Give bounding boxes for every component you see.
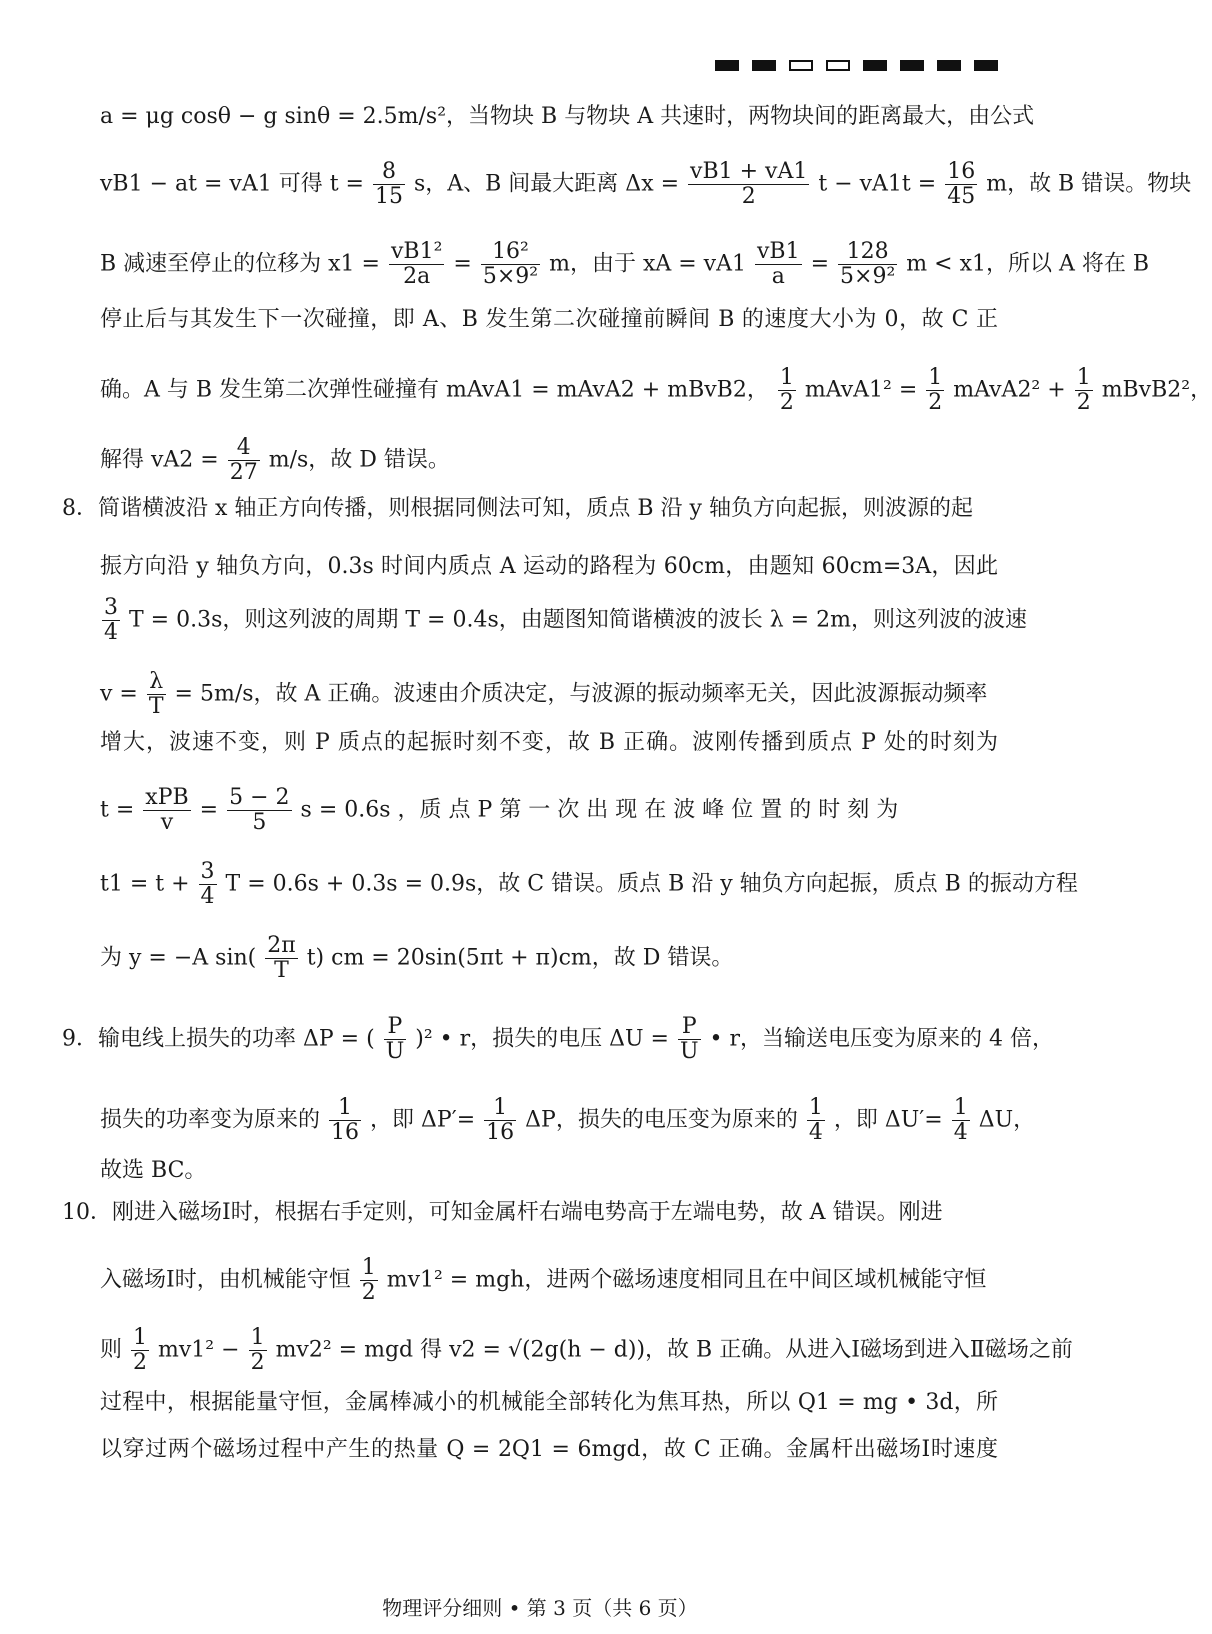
text: 确。A 与 B 发生第二次弹性碰撞有 mAvA1 = mAvA2 + mBvB2， — [100, 377, 769, 403]
fraction — [1075, 366, 1093, 415]
page-footer: 物理评分细则 • 第 3 页（共 6 页） — [382, 1596, 698, 1620]
fraction — [678, 1015, 701, 1064]
text: T = 0.6s + 0.3s = 0.9s，故 C 错误。质点 B 沿 y 轴负方向起振，质点 B 的振动方程 — [225, 871, 1078, 897]
fraction — [143, 786, 190, 835]
fraction-numerator: 3 — [200, 859, 215, 884]
fraction-denominator: 4 — [104, 620, 118, 645]
fraction — [926, 366, 944, 415]
fraction-numerator: vB1 — [757, 239, 800, 264]
header-mark — [937, 60, 961, 71]
fraction-numerator: 1 — [329, 1096, 361, 1121]
fraction-denominator: 2 — [928, 390, 943, 415]
fraction-numerator: 3 — [104, 595, 118, 620]
text: m，故 B 错误。物块 — [986, 171, 1192, 197]
fraction-numerator: 5 − 2 — [229, 785, 290, 810]
text: ，即 ΔU′= — [833, 1107, 943, 1133]
fraction-numerator: xPB — [145, 785, 189, 810]
fraction — [838, 240, 897, 289]
text: ，质 点 P 第 一 次 出 现 在 波 峰 位 置 的 时 刻 为 — [397, 797, 899, 823]
text: 为 y = −A sin( — [100, 945, 257, 971]
text: mv2² = mgd 得 v2 = √(2g(h − d))，故 B 正确。从进入Ⅰ磁场到进入Ⅱ磁场之前 — [275, 1337, 1073, 1363]
q7-line-1 — [100, 102, 1035, 132]
fraction-denominator: 45 — [947, 184, 976, 209]
fraction-denominator: 2a — [403, 264, 431, 289]
q10-line-3 — [100, 1325, 1073, 1375]
fraction-numerator: λ — [147, 670, 166, 695]
text: 刚进入磁场Ⅰ时，根据右手定则，可知金属杆右端电势高于左端电势，故 A 错误。刚进 — [112, 1200, 943, 1225]
text: m，由于 xA = vA1 — [549, 251, 746, 277]
fraction — [249, 1326, 267, 1375]
header-mark — [826, 60, 850, 71]
fraction-numerator: 1 — [133, 1325, 148, 1350]
text: 解得 vA2 = — [100, 447, 219, 473]
q7-line-2 — [100, 159, 1192, 209]
fraction — [778, 366, 796, 415]
text: T = 0.3s，则这列波的周期 T = 0.4s，由题图知简谐横波的波长 λ = 2m，则这列波的波速 — [129, 607, 1027, 633]
fraction-denominator: 2 — [250, 1350, 265, 1375]
q8-line-5: 增大，波速不变，则 P 质点的起振时刻不变，故 B 正确。波刚传播到质点 P 处的时刻为 — [100, 730, 998, 755]
q8-line-2: 振方向沿 y 轴负方向，0.3s 时间内质点 A 运动的路程为 60cm，由题知 60cm=3A，因此 — [100, 554, 998, 579]
fraction-denominator: 15 — [374, 184, 403, 209]
fraction-numerator: 8 — [373, 160, 405, 185]
text: t1 = t + — [100, 871, 190, 897]
text: 输电线上损失的功率 ΔP = ( — [98, 1026, 375, 1052]
text: = — [810, 251, 830, 277]
fraction-numerator: 1 — [928, 365, 943, 390]
fraction-denominator: 16 — [486, 1120, 515, 1145]
fraction — [389, 240, 444, 289]
text: m/s，故 D 错误。 — [268, 447, 450, 473]
q8-line-6 — [100, 786, 998, 835]
fraction-numerator: 16 — [947, 159, 976, 184]
fraction-denominator: T — [148, 694, 164, 719]
header-mark — [752, 60, 776, 71]
fraction-denominator: 4 — [953, 1120, 968, 1145]
text: t) cm = 20sin(5πt + π)cm，故 D 错误。 — [306, 945, 734, 971]
text: B 减速至停止的位移为 x1 = — [100, 251, 380, 277]
text: s = 0.6s — [300, 797, 391, 823]
equation: a = μg cosθ − g sinθ = 2.5m/s² — [100, 104, 447, 129]
text: 入磁场Ⅰ时，由机械能守恒 — [100, 1267, 351, 1293]
fraction-denominator: 16 — [331, 1120, 360, 1145]
q8-line-7 — [100, 859, 1078, 909]
fraction — [481, 240, 540, 289]
text: mv1² = mgh，进两个磁场速度相同且在中间区域机械能守恒 — [386, 1267, 987, 1293]
fraction — [688, 160, 809, 209]
question-number: 8． — [62, 496, 98, 521]
text: )² • r，损失的电压 ΔU = — [415, 1026, 669, 1052]
text: 则 — [100, 1337, 123, 1363]
text: • r，当输送电压变为原来的 4 倍， — [709, 1026, 1054, 1052]
fraction-numerator: P — [678, 1015, 701, 1040]
fraction-denominator: 2 — [1076, 390, 1091, 415]
fraction-denominator: 4 — [808, 1120, 823, 1145]
fraction — [384, 1015, 407, 1064]
fraction-numerator: 2π — [267, 933, 296, 958]
fraction-numerator: 4 — [228, 436, 260, 461]
q7-line-3 — [100, 239, 1150, 289]
q10-line-4: 过程中，根据能量守恒，金属棒减小的机械能全部转化为焦耳热，所以 Q1 = mg • 3d，所 — [100, 1390, 998, 1415]
fraction — [102, 596, 120, 645]
fraction-numerator: 1 — [808, 1095, 823, 1120]
q8-line-3 — [100, 595, 1027, 645]
text: t − vA1t = — [818, 171, 937, 197]
fraction-denominator: 2 — [361, 1280, 376, 1305]
fraction — [952, 1096, 970, 1145]
header-mark — [900, 60, 924, 71]
fraction-numerator: 1 — [484, 1096, 516, 1121]
fraction-denominator: 2 — [779, 390, 794, 415]
fraction — [265, 934, 297, 983]
text: ，当物块 B 与物块 A 共速时，两物块间的距离最大，由公式 — [446, 104, 1035, 129]
fraction — [945, 160, 977, 209]
fraction-numerator: 1 — [361, 1255, 376, 1280]
text: mBvB2²， — [1101, 377, 1212, 403]
fraction-denominator: 5×9² — [482, 264, 539, 289]
text: v = — [100, 681, 138, 707]
question-number: 9． — [62, 1026, 98, 1052]
text: mv1² − — [158, 1337, 240, 1363]
header-marks — [715, 60, 998, 71]
q7-line-6 — [100, 436, 998, 485]
text: 简谐横波沿 x 轴正方向传播，则根据同侧法可知，质点 B 沿 y 轴负方向起振，则波源的起 — [98, 496, 973, 521]
fraction — [484, 1096, 516, 1145]
q8-line-1 — [62, 494, 998, 524]
q8-line-8 — [100, 934, 998, 983]
header-mark — [863, 60, 887, 71]
question-number: 10． — [62, 1200, 112, 1225]
header-mark — [715, 60, 739, 71]
fraction-denominator: 5×9² — [840, 264, 896, 289]
fraction-numerator: vB1 + vA1 — [690, 159, 808, 184]
q10-line-5: 以穿过两个磁场过程中产生的热量 Q = 2Q1 = 6mgd，故 C 正确。金属杆出磁场Ⅰ时速度 — [100, 1437, 998, 1462]
fraction — [199, 860, 217, 909]
fraction — [227, 786, 291, 835]
fraction-denominator: U — [679, 1039, 699, 1064]
text: 可得 t = — [278, 171, 364, 197]
fraction-denominator: 5 — [252, 810, 267, 835]
fraction-denominator: 27 — [229, 460, 258, 485]
fraction — [360, 1256, 378, 1305]
fraction-denominator: v — [160, 810, 174, 835]
text: = — [453, 251, 472, 277]
text: ，即 ΔP′= — [370, 1107, 476, 1133]
text: s，A、B 间最大距离 Δx = — [413, 171, 680, 197]
text: = 5m/s，故 A 正确。波速由介质决定，与波源的振动频率无关，因此波源振动频率 — [174, 681, 988, 707]
fraction — [373, 160, 405, 209]
q10-line-2 — [100, 1256, 998, 1305]
text: ΔU， — [978, 1107, 1036, 1133]
text: m < x1，所以 A 将在 B — [906, 251, 1150, 277]
q9-line-3: 故选 BC。 — [100, 1158, 207, 1183]
fraction — [329, 1096, 361, 1145]
q7-line-5 — [100, 365, 1212, 415]
equation: vB1 − at = vA1 — [100, 171, 272, 197]
fraction-denominator: 2 — [741, 184, 756, 209]
fraction-numerator: 1 — [250, 1325, 265, 1350]
text: mAvA1² = — [804, 377, 918, 403]
text: t = — [100, 797, 135, 823]
fraction — [228, 436, 260, 485]
fraction-numerator: 1 — [1076, 365, 1091, 390]
fraction-numerator: 16² — [481, 240, 540, 265]
fraction-denominator: a — [771, 264, 785, 289]
q7-line-4: 停止后与其发生下一次碰撞，即 A、B 发生第二次碰撞前瞬间 B 的速度大小为 0，故 C 正 — [100, 307, 998, 332]
fraction-numerator: 1 — [953, 1095, 968, 1120]
header-mark — [974, 60, 998, 71]
fraction-numerator: P — [384, 1015, 407, 1040]
fraction — [147, 670, 166, 719]
q9-line-1 — [62, 1014, 1054, 1064]
fraction-denominator: U — [385, 1039, 405, 1064]
fraction — [755, 240, 802, 289]
text: mAvA2² + — [953, 377, 1066, 403]
q10-line-1 — [62, 1198, 998, 1228]
text: ΔP，损失的电压变为原来的 — [525, 1107, 798, 1133]
header-mark — [789, 60, 813, 71]
q8-line-4 — [100, 670, 998, 719]
fraction-denominator: T — [274, 958, 289, 983]
fraction-denominator: 4 — [200, 884, 215, 909]
fraction-numerator: 128 — [838, 240, 897, 265]
fraction-numerator: vB1² — [391, 239, 443, 264]
q9-line-2 — [100, 1095, 1036, 1145]
fraction — [131, 1326, 149, 1375]
text: 损失的功率变为原来的 — [100, 1107, 321, 1133]
fraction-denominator: 2 — [133, 1350, 148, 1375]
fraction — [807, 1096, 825, 1145]
fraction-numerator: 1 — [779, 365, 794, 390]
text: = — [199, 797, 219, 823]
